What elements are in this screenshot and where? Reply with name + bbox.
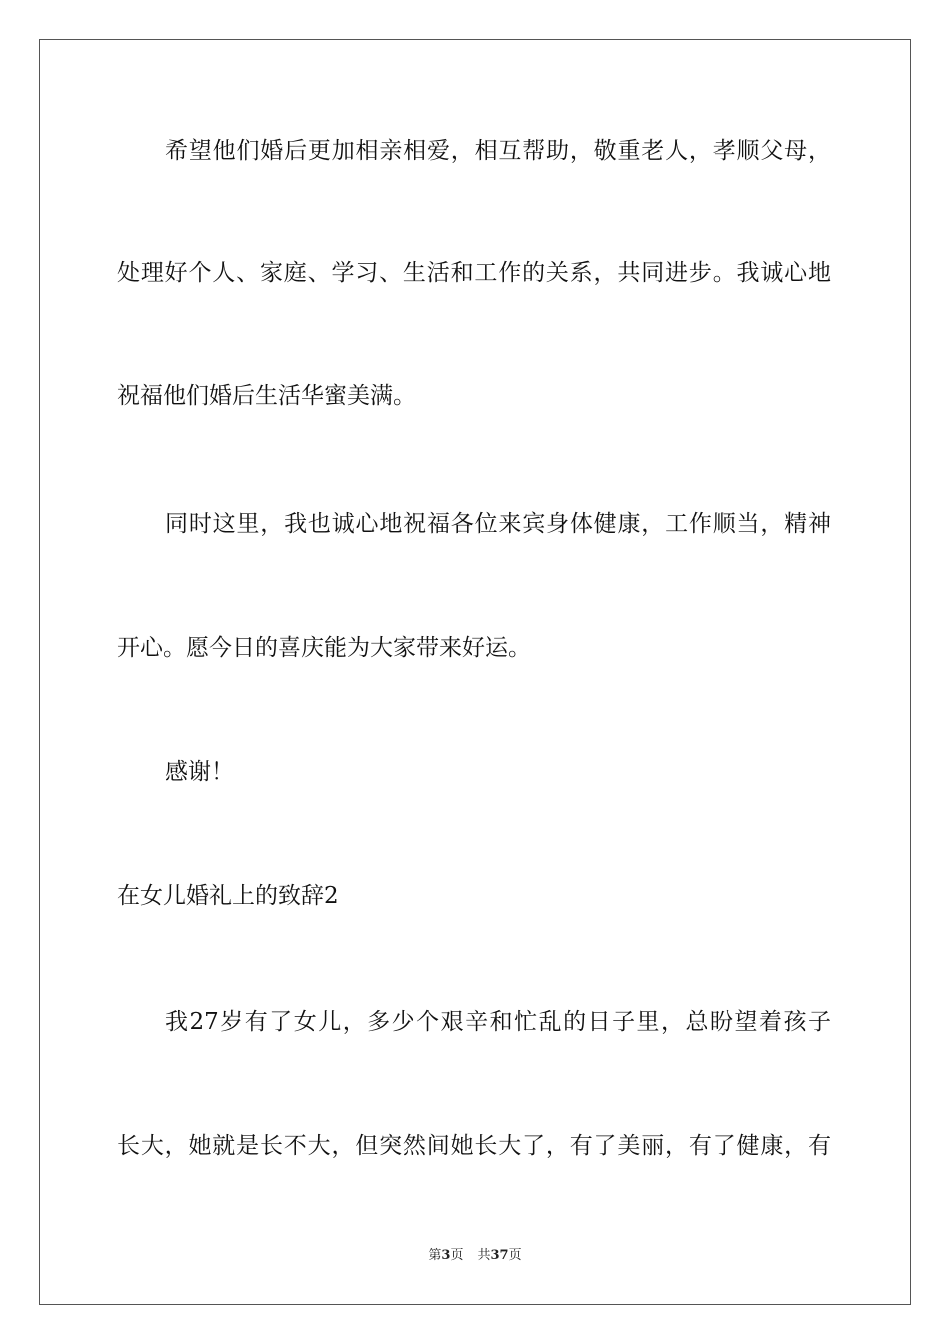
page-footer: [0, 1247, 950, 1265]
total-suffix: 页: [508, 1248, 522, 1263]
page-frame: [39, 39, 911, 1305]
paragraph-line-6: 我27岁有了女儿，多少个艰辛和忙乱的日子里，总盼望着孩子: [165, 1009, 831, 1035]
paragraph-line-4: 同时这里，我也诚心地祝福各位来宾身体健康，工作顺当，精神: [165, 511, 831, 537]
paragraph-line-1: 希望他们婚后更加相亲相爱，相互帮助，敬重老人，孝顺父母，: [165, 138, 831, 164]
paragraph-line-2: 处理好个人、家庭、学习、生活和工作的关系，共同进步。我诚心地: [117, 260, 831, 286]
total-prefix: 共: [477, 1248, 491, 1263]
page-current: 3: [441, 1248, 451, 1263]
page-suffix: 页: [450, 1248, 464, 1263]
page-total: 37: [490, 1248, 509, 1263]
paragraph-line-3: 祝福他们婚后生活华蜜美满。: [117, 383, 416, 409]
paragraph-line-7: 长大，她就是长不大，但突然间她长大了，有了美丽，有了健康，有: [117, 1133, 831, 1159]
section-heading: 在女儿婚礼上的致辞2: [117, 883, 339, 909]
page-prefix: 第: [428, 1248, 442, 1263]
paragraph-line-5: 开心。愿今日的喜庆能为大家带来好运。: [117, 635, 531, 661]
paragraph-thanks: 感谢！: [165, 759, 234, 785]
